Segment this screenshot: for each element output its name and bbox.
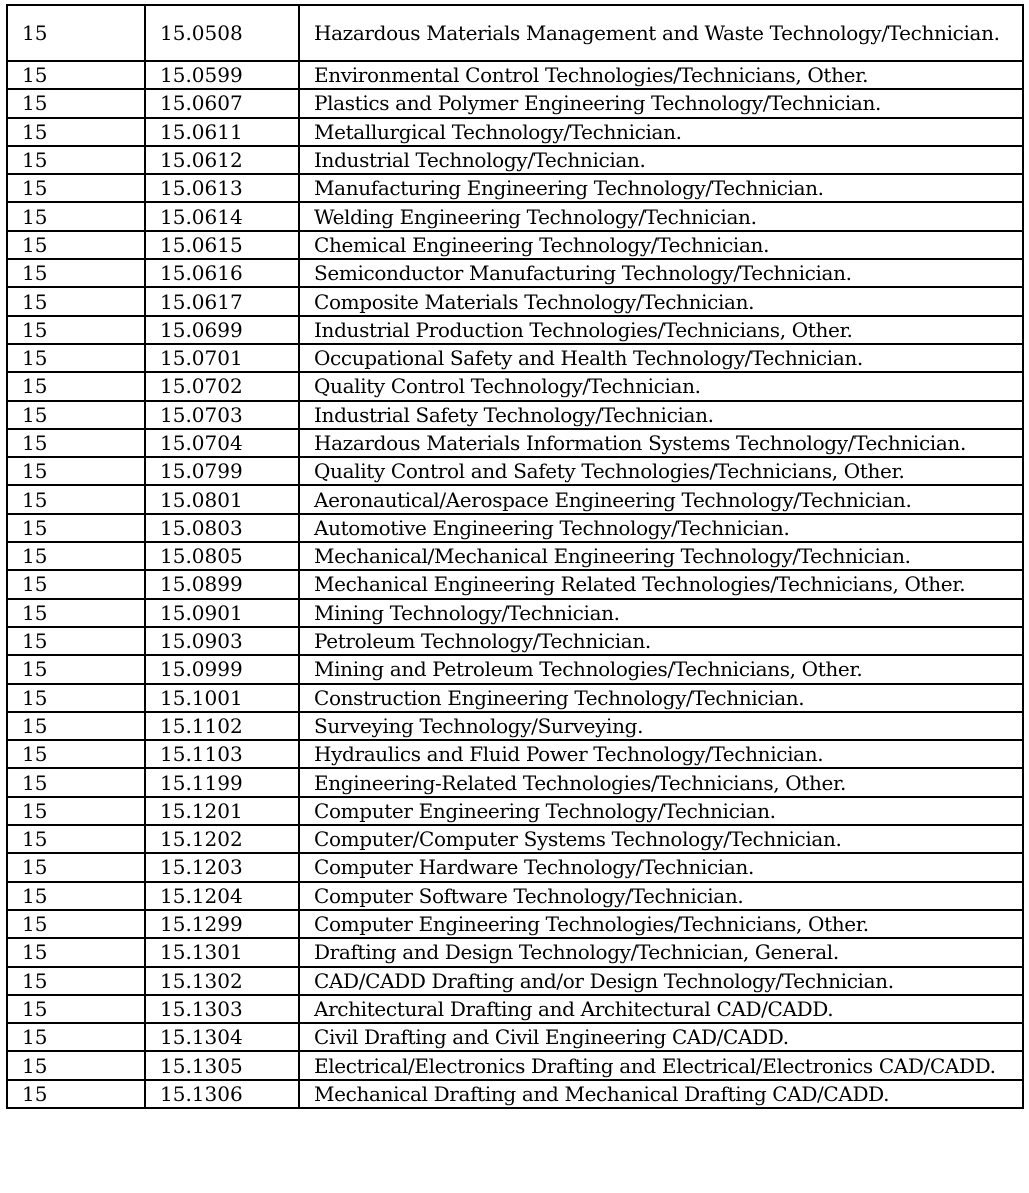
- family-cell: 15: [7, 429, 145, 457]
- table-row: [7, 89, 1023, 117]
- program-title-cell: Hazardous Materials Management and Waste Technology/Technician.: [299, 5, 1023, 61]
- cip-code-cell: 15.1201: [145, 797, 299, 825]
- program-title-cell: Computer/Computer Systems Technology/Technician.: [299, 825, 1023, 853]
- cip-code-table: [6, 4, 1024, 1109]
- family-cell: 15: [7, 316, 145, 344]
- table-row: [7, 627, 1023, 655]
- cip-code-cell: 15.0703: [145, 401, 299, 429]
- cip-code-cell: 15.1103: [145, 740, 299, 768]
- family-cell: 15: [7, 118, 145, 146]
- cip-code-cell: 15.0805: [145, 542, 299, 570]
- cip-code-cell: 15.0612: [145, 146, 299, 174]
- cip-code-table-container: [6, 4, 1022, 1109]
- cip-code-cell: 15.0599: [145, 61, 299, 89]
- program-title-cell: Composite Materials Technology/Technician.: [299, 287, 1023, 315]
- program-title-cell: Surveying Technology/Surveying.: [299, 712, 1023, 740]
- program-title-cell: Mechanical Engineering Related Technologies/Technicians, Other.: [299, 570, 1023, 598]
- cip-code-cell: 15.0702: [145, 372, 299, 400]
- program-title-cell: Industrial Technology/Technician.: [299, 146, 1023, 174]
- table-row: [7, 401, 1023, 429]
- cip-code-cell: 15.0699: [145, 316, 299, 344]
- table-row: [7, 938, 1023, 966]
- cip-code-cell: 15.0903: [145, 627, 299, 655]
- family-cell: 15: [7, 599, 145, 627]
- program-title-cell: Civil Drafting and Civil Engineering CAD/CADD.: [299, 1023, 1023, 1051]
- family-cell: 15: [7, 89, 145, 117]
- table-row: [7, 5, 1023, 61]
- family-cell: 15: [7, 457, 145, 485]
- cip-code-cell: 15.0899: [145, 570, 299, 598]
- family-cell: 15: [7, 797, 145, 825]
- cip-code-cell: 15.0615: [145, 231, 299, 259]
- table-row: [7, 202, 1023, 230]
- family-cell: 15: [7, 655, 145, 683]
- program-title-cell: Engineering-Related Technologies/Technicians, Other.: [299, 768, 1023, 796]
- program-title-cell: Chemical Engineering Technology/Technician.: [299, 231, 1023, 259]
- cip-code-cell: 15.0999: [145, 655, 299, 683]
- program-title-cell: Industrial Safety Technology/Technician.: [299, 401, 1023, 429]
- family-cell: 15: [7, 825, 145, 853]
- cip-code-cell: 15.0701: [145, 344, 299, 372]
- family-cell: 15: [7, 910, 145, 938]
- cip-code-cell: 15.1204: [145, 882, 299, 910]
- program-title-cell: Construction Engineering Technology/Technician.: [299, 684, 1023, 712]
- table-row: [7, 570, 1023, 598]
- family-cell: 15: [7, 542, 145, 570]
- table-row: [7, 514, 1023, 542]
- program-title-cell: Environmental Control Technologies/Technicians, Other.: [299, 61, 1023, 89]
- cip-code-cell: 15.1299: [145, 910, 299, 938]
- table-row: [7, 882, 1023, 910]
- family-cell: 15: [7, 627, 145, 655]
- table-row: [7, 599, 1023, 627]
- program-title-cell: Computer Hardware Technology/Technician.: [299, 853, 1023, 881]
- cip-code-cell: 15.1001: [145, 684, 299, 712]
- program-title-cell: Industrial Production Technologies/Technicians, Other.: [299, 316, 1023, 344]
- table-row: [7, 174, 1023, 202]
- family-cell: 15: [7, 485, 145, 513]
- table-row: [7, 429, 1023, 457]
- family-cell: 15: [7, 712, 145, 740]
- program-title-cell: Hydraulics and Fluid Power Technology/Technician.: [299, 740, 1023, 768]
- table-row: [7, 316, 1023, 344]
- program-title-cell: Drafting and Design Technology/Technician, General.: [299, 938, 1023, 966]
- family-cell: 15: [7, 61, 145, 89]
- program-title-cell: Metallurgical Technology/Technician.: [299, 118, 1023, 146]
- table-row: [7, 1023, 1023, 1051]
- table-body: [7, 5, 1023, 1108]
- program-title-cell: Quality Control and Safety Technologies/Technicians, Other.: [299, 457, 1023, 485]
- cip-code-cell: 15.1202: [145, 825, 299, 853]
- cip-code-cell: 15.0901: [145, 599, 299, 627]
- program-title-cell: Quality Control Technology/Technician.: [299, 372, 1023, 400]
- cip-code-cell: 15.1305: [145, 1051, 299, 1079]
- cip-code-cell: 15.0616: [145, 259, 299, 287]
- table-row: [7, 146, 1023, 174]
- table-row: [7, 853, 1023, 881]
- cip-code-cell: 15.0704: [145, 429, 299, 457]
- table-row: [7, 684, 1023, 712]
- program-title-cell: Mining and Petroleum Technologies/Technicians, Other.: [299, 655, 1023, 683]
- family-cell: 15: [7, 287, 145, 315]
- family-cell: 15: [7, 768, 145, 796]
- program-title-cell: Hazardous Materials Information Systems Technology/Technician.: [299, 429, 1023, 457]
- cip-code-cell: 15.1102: [145, 712, 299, 740]
- family-cell: 15: [7, 231, 145, 259]
- cip-code-cell: 15.0803: [145, 514, 299, 542]
- table-row: [7, 118, 1023, 146]
- table-row: [7, 542, 1023, 570]
- family-cell: 15: [7, 202, 145, 230]
- family-cell: 15: [7, 5, 145, 61]
- cip-code-cell: 15.0611: [145, 118, 299, 146]
- program-title-cell: Occupational Safety and Health Technology/Technician.: [299, 344, 1023, 372]
- table-row: [7, 61, 1023, 89]
- cip-code-cell: 15.1199: [145, 768, 299, 796]
- family-cell: 15: [7, 740, 145, 768]
- table-row: [7, 372, 1023, 400]
- family-cell: 15: [7, 1080, 145, 1108]
- family-cell: 15: [7, 853, 145, 881]
- family-cell: 15: [7, 259, 145, 287]
- table-row: [7, 995, 1023, 1023]
- program-title-cell: Computer Software Technology/Technician.: [299, 882, 1023, 910]
- program-title-cell: Mining Technology/Technician.: [299, 599, 1023, 627]
- table-row: [7, 1080, 1023, 1108]
- program-title-cell: Mechanical Drafting and Mechanical Drafting CAD/CADD.: [299, 1080, 1023, 1108]
- program-title-cell: Mechanical/Mechanical Engineering Technology/Technician.: [299, 542, 1023, 570]
- family-cell: 15: [7, 684, 145, 712]
- table-row: [7, 344, 1023, 372]
- program-title-cell: Petroleum Technology/Technician.: [299, 627, 1023, 655]
- program-title-cell: Computer Engineering Technologies/Technicians, Other.: [299, 910, 1023, 938]
- cip-code-cell: 15.0617: [145, 287, 299, 315]
- cip-code-cell: 15.0614: [145, 202, 299, 230]
- family-cell: 15: [7, 146, 145, 174]
- table-row: [7, 287, 1023, 315]
- cip-code-cell: 15.0801: [145, 485, 299, 513]
- program-title-cell: CAD/CADD Drafting and/or Design Technology/Technician.: [299, 967, 1023, 995]
- family-cell: 15: [7, 514, 145, 542]
- program-title-cell: Electrical/Electronics Drafting and Electrical/Electronics CAD/CADD.: [299, 1051, 1023, 1079]
- family-cell: 15: [7, 344, 145, 372]
- program-title-cell: Architectural Drafting and Architectural CAD/CADD.: [299, 995, 1023, 1023]
- family-cell: 15: [7, 967, 145, 995]
- program-title-cell: Aeronautical/Aerospace Engineering Technology/Technician.: [299, 485, 1023, 513]
- program-title-cell: Automotive Engineering Technology/Technician.: [299, 514, 1023, 542]
- table-row: [7, 457, 1023, 485]
- family-cell: 15: [7, 1051, 145, 1079]
- family-cell: 15: [7, 938, 145, 966]
- table-row: [7, 655, 1023, 683]
- family-cell: 15: [7, 372, 145, 400]
- table-row: [7, 740, 1023, 768]
- table-row: [7, 231, 1023, 259]
- cip-code-cell: 15.0508: [145, 5, 299, 61]
- table-row: [7, 825, 1023, 853]
- cip-code-cell: 15.0799: [145, 457, 299, 485]
- table-row: [7, 1051, 1023, 1079]
- table-row: [7, 910, 1023, 938]
- table-row: [7, 768, 1023, 796]
- cip-code-cell: 15.1306: [145, 1080, 299, 1108]
- cip-code-cell: 15.1302: [145, 967, 299, 995]
- program-title-cell: Manufacturing Engineering Technology/Technician.: [299, 174, 1023, 202]
- program-title-cell: Semiconductor Manufacturing Technology/Technician.: [299, 259, 1023, 287]
- cip-code-cell: 15.1301: [145, 938, 299, 966]
- cip-code-cell: 15.1203: [145, 853, 299, 881]
- program-title-cell: Welding Engineering Technology/Technician.: [299, 202, 1023, 230]
- family-cell: 15: [7, 882, 145, 910]
- table-row: [7, 797, 1023, 825]
- table-row: [7, 967, 1023, 995]
- family-cell: 15: [7, 1023, 145, 1051]
- program-title-cell: Computer Engineering Technology/Technician.: [299, 797, 1023, 825]
- family-cell: 15: [7, 174, 145, 202]
- cip-code-cell: 15.0613: [145, 174, 299, 202]
- cip-code-cell: 15.1303: [145, 995, 299, 1023]
- family-cell: 15: [7, 570, 145, 598]
- table-row: [7, 485, 1023, 513]
- family-cell: 15: [7, 995, 145, 1023]
- family-cell: 15: [7, 401, 145, 429]
- cip-code-cell: 15.0607: [145, 89, 299, 117]
- table-row: [7, 712, 1023, 740]
- program-title-cell: Plastics and Polymer Engineering Technology/Technician.: [299, 89, 1023, 117]
- cip-code-cell: 15.1304: [145, 1023, 299, 1051]
- table-row: [7, 259, 1023, 287]
